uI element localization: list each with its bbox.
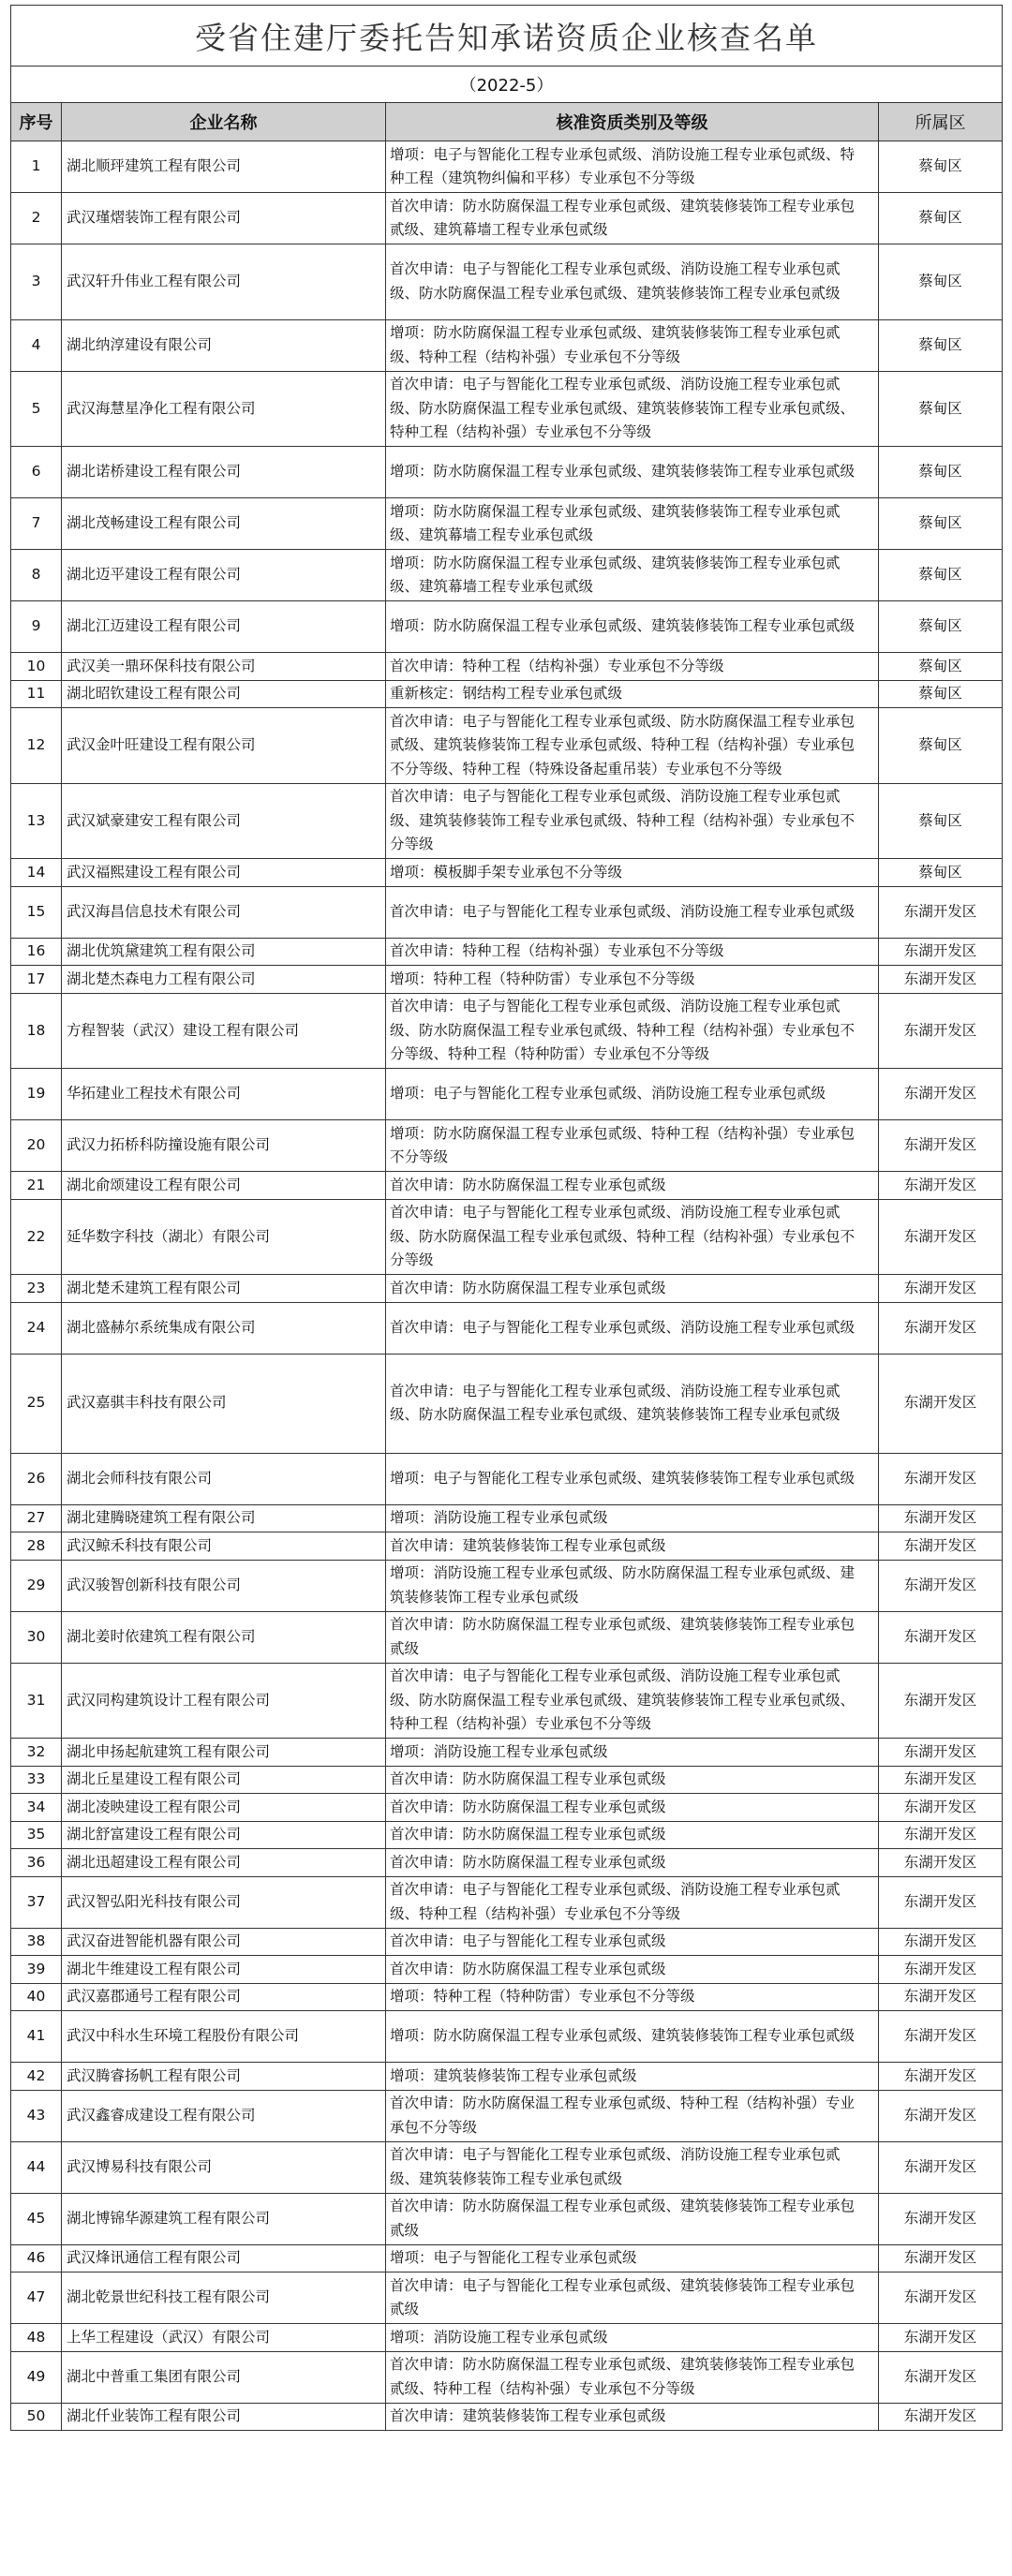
qualification-detail: 首次申请：电子与智能化工程专业承包贰级、消防设施工程专业承包贰级、防水防腐保温工程专业承包贰级、建筑装修装饰工程专业承包贰级、特种工程（结构补强）专业承包不分等级 (386, 1663, 879, 1739)
enterprise-name: 湖北建腾晓建筑工程有限公司 (62, 1504, 386, 1532)
table-row (11, 601, 1003, 653)
enterprise-name: 湖北纳淳建设有限公司 (62, 319, 386, 371)
table-row (11, 447, 1003, 498)
row-number: 25 (11, 1354, 62, 1453)
enterprise-name: 湖北昭钦建设工程有限公司 (62, 680, 386, 708)
table-row (11, 938, 1003, 966)
district-name: 东湖开发区 (879, 2324, 1003, 2352)
enterprise-name: 武汉海昌信息技术有限公司 (62, 886, 386, 938)
enterprise-name: 武汉瑾熠装饰工程有限公司 (62, 193, 386, 244)
qualification-detail: 首次申请：电子与智能化工程专业承包贰级 (386, 1928, 879, 1956)
row-number: 20 (11, 1120, 62, 1172)
qualification-detail: 首次申请：电子与智能化工程专业承包贰级、消防设施工程专业承包贰级、建筑装修装饰工程专业承包贰级、特种工程（结构补强）专业承包不分等级 (386, 783, 879, 859)
table-row (11, 1172, 1003, 1200)
row-number: 45 (11, 2193, 62, 2244)
table-row (11, 1069, 1003, 1120)
district-name: 东湖开发区 (879, 1663, 1003, 1739)
enterprise-name: 湖北楚禾建筑工程有限公司 (62, 1275, 386, 1303)
column-header-row (11, 103, 1003, 141)
row-number: 2 (11, 193, 62, 244)
row-number: 3 (11, 244, 62, 320)
enterprise-name: 湖北会师科技有限公司 (62, 1453, 386, 1504)
enterprise-name: 湖北丘星建设工程有限公司 (62, 1766, 386, 1794)
enterprise-name: 湖北姜时依建筑工程有限公司 (62, 1611, 386, 1663)
qualification-detail: 首次申请：电子与智能化工程专业承包贰级、消防设施工程专业承包贰级、特种工程（结构补强）专业承包不分等级 (386, 1876, 879, 1928)
enterprise-name: 湖北顺玶建筑工程有限公司 (62, 141, 386, 193)
district-name: 东湖开发区 (879, 1532, 1003, 1561)
row-number: 7 (11, 498, 62, 550)
enterprise-name: 湖北仟业装饰工程有限公司 (62, 2403, 386, 2431)
enterprise-name: 湖北舒富建设工程有限公司 (62, 1821, 386, 1849)
qualification-detail: 首次申请：电子与智能化工程专业承包贰级、消防设施工程专业承包贰级、防水防腐保温工程专业承包贰级、建筑装修装饰工程专业承包贰级 (386, 244, 879, 320)
district-name: 东湖开发区 (879, 993, 1003, 1069)
table-body (11, 141, 1003, 2431)
table-row (11, 680, 1003, 708)
district-name: 蔡甸区 (879, 447, 1003, 498)
table-row (11, 2403, 1003, 2431)
row-number: 4 (11, 319, 62, 371)
qualification-detail: 首次申请：电子与智能化工程专业承包贰级、消防设施工程专业承包贰级、防水防腐保温工程专业承包贰级、特种工程（结构补强）专业承包不分等级 (386, 1199, 879, 1275)
qualification-detail: 首次申请：防水防腐保温工程专业承包贰级 (386, 1956, 879, 1984)
enterprise-name: 方程智装（武汉）建设工程有限公司 (62, 993, 386, 1069)
enterprise-name: 武汉腾睿扬帆工程有限公司 (62, 2063, 386, 2091)
enterprise-name: 武汉博易科技有限公司 (62, 2141, 386, 2193)
district-name: 东湖开发区 (879, 2193, 1003, 2244)
row-number: 32 (11, 1739, 62, 1767)
qualification-detail: 增项：模板脚手架专业承包不分等级 (386, 859, 879, 887)
qualification-detail: 首次申请：防水防腐保温工程专业承包贰级、建筑装修装饰工程专业承包贰级 (386, 2193, 879, 2244)
district-name: 东湖开发区 (879, 2141, 1003, 2193)
qualification-detail: 首次申请：电子与智能化工程专业承包贰级、消防设施工程专业承包贰级、防水防腐保温工程专业承包贰级、建筑装修装饰工程专业承包贰级、特种工程（结构补强）专业承包不分等级 (386, 371, 879, 447)
qualification-detail: 增项：特种工程（特种防雷）专业承包不分等级 (386, 1983, 879, 2011)
enterprise-name: 武汉烽讯通信工程有限公司 (62, 2244, 386, 2273)
district-name: 东湖开发区 (879, 1739, 1003, 1767)
enterprise-name: 延华数字科技（湖北）有限公司 (62, 1199, 386, 1275)
row-number: 44 (11, 2141, 62, 2193)
enterprise-name: 湖北江迈建设工程有限公司 (62, 601, 386, 653)
enterprise-name: 湖北申扬起航建筑工程有限公司 (62, 1739, 386, 1767)
district-name: 东湖开发区 (879, 1849, 1003, 1877)
enterprise-name: 武汉骏智创新科技有限公司 (62, 1560, 386, 1611)
row-number: 46 (11, 2244, 62, 2273)
enterprise-name: 华拓建业工程技术有限公司 (62, 1069, 386, 1120)
qualification-detail: 首次申请：建筑装修装饰工程专业承包贰级 (386, 2403, 879, 2431)
qualification-detail: 首次申请：电子与智能化工程专业承包贰级、消防设施工程专业承包贰级、防水防腐保温工程专业承包贰级、特种工程（结构补强）专业承包不分等级、特种工程（特种防雷）专业承包不分等级 (386, 993, 879, 1069)
enterprise-name: 武汉海慧星净化工程有限公司 (62, 371, 386, 447)
table-row (11, 2011, 1003, 2063)
table-row (11, 2351, 1003, 2403)
enterprise-name: 湖北优筑黛建筑工程有限公司 (62, 938, 386, 966)
row-number: 30 (11, 1611, 62, 1663)
table-row (11, 1560, 1003, 1611)
enterprise-name: 湖北迅超建设工程有限公司 (62, 1849, 386, 1877)
qualification-detail: 首次申请：电子与智能化工程专业承包贰级、消防设施工程专业承包贰级、防水防腐保温工程专业承包贰级、建筑装修装饰工程专业承包贰级 (386, 1354, 879, 1453)
district-name: 蔡甸区 (879, 244, 1003, 320)
table-row (11, 1794, 1003, 1822)
row-number: 39 (11, 1956, 62, 1984)
table-row (11, 319, 1003, 371)
enterprise-name: 武汉智弘阳光科技有限公司 (62, 1876, 386, 1928)
table-row (11, 498, 1003, 550)
table-row (11, 141, 1003, 193)
row-number: 18 (11, 993, 62, 1069)
district-name: 东湖开发区 (879, 2351, 1003, 2403)
row-number: 29 (11, 1560, 62, 1611)
district-name: 东湖开发区 (879, 1794, 1003, 1822)
district-name: 东湖开发区 (879, 966, 1003, 994)
qualification-detail: 增项：电子与智能化工程专业承包贰级 (386, 2244, 879, 2273)
table-row (11, 1928, 1003, 1956)
enterprise-name: 武汉鑫睿成建设工程有限公司 (62, 2090, 386, 2141)
district-name: 东湖开发区 (879, 1069, 1003, 1120)
enterprise-name: 湖北盛赫尔系统集成有限公司 (62, 1302, 386, 1354)
row-number: 16 (11, 938, 62, 966)
row-number: 15 (11, 886, 62, 938)
row-number: 11 (11, 680, 62, 708)
enterprise-name: 湖北茂畅建设工程有限公司 (62, 498, 386, 550)
header-detail: 核准资质类别及等级 (386, 103, 879, 141)
table-row (11, 859, 1003, 887)
enterprise-name: 湖北牛维建设工程有限公司 (62, 1956, 386, 1984)
table-row (11, 244, 1003, 320)
enterprise-name: 武汉斌豪建安工程有限公司 (62, 783, 386, 859)
table-row (11, 2090, 1003, 2141)
row-number: 21 (11, 1172, 62, 1200)
enterprise-name: 武汉同构建筑设计工程有限公司 (62, 1663, 386, 1739)
qualification-detail: 增项：消防设施工程专业承包贰级 (386, 1504, 879, 1532)
district-name: 东湖开发区 (879, 1453, 1003, 1504)
enterprise-name: 武汉美一鼎环保科技有限公司 (62, 653, 386, 681)
table-row (11, 1532, 1003, 1561)
qualification-detail: 重新核定：钢结构工程专业承包贰级 (386, 680, 879, 708)
district-name: 蔡甸区 (879, 319, 1003, 371)
table-row (11, 371, 1003, 447)
table-row (11, 2273, 1003, 2324)
row-number: 23 (11, 1275, 62, 1303)
qualification-detail: 首次申请：防水防腐保温工程专业承包贰级、建筑装修装饰工程专业承包贰级 (386, 1611, 879, 1663)
row-number: 50 (11, 2403, 62, 2431)
table-row (11, 1876, 1003, 1928)
table-row (11, 193, 1003, 244)
row-number: 26 (11, 1453, 62, 1504)
qualification-detail: 增项：电子与智能化工程专业承包贰级、建筑装修装饰工程专业承包贰级 (386, 1453, 879, 1504)
enterprise-name: 武汉轩升伟业工程有限公司 (62, 244, 386, 320)
table-row (11, 1302, 1003, 1354)
table-row (11, 1849, 1003, 1877)
enterprise-name: 武汉嘉郡通号工程有限公司 (62, 1983, 386, 2011)
enterprise-name: 武汉奋进智能机器有限公司 (62, 1928, 386, 1956)
qualification-detail: 首次申请：电子与智能化工程专业承包贰级、防水防腐保温工程专业承包贰级、建筑装修装饰工程专业承包贰级、特种工程（结构补强）专业承包不分等级、特种工程（特殊设备起重吊装）专业承包不分等级 (386, 708, 879, 784)
table-row (11, 1956, 1003, 1984)
district-name: 蔡甸区 (879, 141, 1003, 193)
district-name: 东湖开发区 (879, 1302, 1003, 1354)
row-number: 27 (11, 1504, 62, 1532)
enterprise-name: 湖北迈平建设工程有限公司 (62, 550, 386, 601)
table-row (11, 708, 1003, 784)
row-number: 35 (11, 1821, 62, 1849)
district-name: 东湖开发区 (879, 1876, 1003, 1928)
table-subtitle: （2022-5） (11, 67, 1003, 103)
row-number: 9 (11, 601, 62, 653)
enterprise-name: 武汉福熙建设工程有限公司 (62, 859, 386, 887)
qualification-detail: 首次申请：防水防腐保温工程专业承包贰级 (386, 1766, 879, 1794)
district-name: 东湖开发区 (879, 1504, 1003, 1532)
table-row (11, 966, 1003, 994)
row-number: 12 (11, 708, 62, 784)
district-name: 东湖开发区 (879, 1928, 1003, 1956)
enterprise-name: 湖北博锦华源建筑工程有限公司 (62, 2193, 386, 2244)
row-number: 41 (11, 2011, 62, 2063)
table-row (11, 1354, 1003, 1453)
qualification-detail: 首次申请：防水防腐保温工程专业承包贰级 (386, 1821, 879, 1849)
row-number: 5 (11, 371, 62, 447)
qualification-detail: 首次申请：防水防腐保温工程专业承包贰级、建筑装修装饰工程专业承包贰级、建筑幕墙工程专业承包贰级 (386, 193, 879, 244)
qualification-detail: 增项：消防设施工程专业承包贰级、防水防腐保温工程专业承包贰级、建筑装修装饰工程专业承包贰级 (386, 1560, 879, 1611)
district-name: 蔡甸区 (879, 680, 1003, 708)
table-row (11, 2141, 1003, 2193)
table-row (11, 1199, 1003, 1275)
header-name: 企业名称 (62, 103, 386, 141)
qualification-detail: 增项：防水防腐保温工程专业承包贰级、建筑装修装饰工程专业承包贰级 (386, 2011, 879, 2063)
district-name: 蔡甸区 (879, 601, 1003, 653)
qualification-detail: 首次申请：防水防腐保温工程专业承包贰级 (386, 1794, 879, 1822)
row-number: 48 (11, 2324, 62, 2352)
table-row (11, 1453, 1003, 1504)
row-number: 34 (11, 1794, 62, 1822)
header-district: 所属区 (879, 103, 1003, 141)
enterprise-name: 湖北凌映建设工程有限公司 (62, 1794, 386, 1822)
district-name: 东湖开发区 (879, 2273, 1003, 2324)
qualification-detail: 增项：防水防腐保温工程专业承包贰级、建筑装修装饰工程专业承包贰级、建筑幕墙工程专业承包贰级 (386, 550, 879, 601)
enterprise-name: 武汉力拓桥科防撞设施有限公司 (62, 1120, 386, 1172)
district-name: 东湖开发区 (879, 1172, 1003, 1200)
table-row (11, 1739, 1003, 1767)
district-name: 蔡甸区 (879, 371, 1003, 447)
district-name: 蔡甸区 (879, 708, 1003, 784)
district-name: 东湖开发区 (879, 1821, 1003, 1849)
district-name: 东湖开发区 (879, 2090, 1003, 2141)
table-row (11, 1766, 1003, 1794)
qualification-detail: 首次申请：防水防腐保温工程专业承包贰级、特种工程（结构补强）专业承包不分等级 (386, 2090, 879, 2141)
qualification-detail: 增项：建筑装修装饰工程专业承包贰级 (386, 2063, 879, 2091)
row-number: 42 (11, 2063, 62, 2091)
district-name: 东湖开发区 (879, 2011, 1003, 2063)
district-name: 东湖开发区 (879, 886, 1003, 938)
qualification-detail: 首次申请：电子与智能化工程专业承包贰级、建筑装修装饰工程专业承包贰级 (386, 2273, 879, 2324)
table-row (11, 1275, 1003, 1303)
table-row (11, 1611, 1003, 1663)
row-number: 24 (11, 1302, 62, 1354)
row-number: 40 (11, 1983, 62, 2011)
enterprise-check-table (10, 5, 1003, 2431)
enterprise-name: 湖北俞颂建设工程有限公司 (62, 1172, 386, 1200)
enterprise-name: 武汉嘉骐丰科技有限公司 (62, 1354, 386, 1453)
table-row (11, 993, 1003, 1069)
qualification-detail: 增项：特种工程（特种防雷）专业承包不分等级 (386, 966, 879, 994)
row-number: 1 (11, 141, 62, 193)
qualification-detail: 增项：防水防腐保温工程专业承包贰级、建筑装修装饰工程专业承包贰级、特种工程（结构补强）专业承包不分等级 (386, 319, 879, 371)
district-name: 东湖开发区 (879, 2063, 1003, 2091)
enterprise-name: 武汉中科水生环境工程股份有限公司 (62, 2011, 386, 2063)
district-name: 东湖开发区 (879, 1560, 1003, 1611)
enterprise-name: 湖北中普重工集团有限公司 (62, 2351, 386, 2403)
qualification-detail: 首次申请：特种工程（结构补强）专业承包不分等级 (386, 938, 879, 966)
row-number: 6 (11, 447, 62, 498)
table-row (11, 1120, 1003, 1172)
row-number: 36 (11, 1849, 62, 1877)
row-number: 49 (11, 2351, 62, 2403)
table-row (11, 2324, 1003, 2352)
header-no: 序号 (11, 103, 62, 141)
district-name: 东湖开发区 (879, 2244, 1003, 2273)
qualification-detail: 首次申请：建筑装修装饰工程专业承包贰级 (386, 1532, 879, 1561)
district-name: 东湖开发区 (879, 1766, 1003, 1794)
district-name: 东湖开发区 (879, 1956, 1003, 1984)
table-row (11, 2244, 1003, 2273)
qualification-detail: 增项：防水防腐保温工程专业承包贰级、特种工程（结构补强）专业承包不分等级 (386, 1120, 879, 1172)
qualification-detail: 首次申请：防水防腐保温工程专业承包贰级 (386, 1849, 879, 1877)
qualification-detail: 增项：防水防腐保温工程专业承包贰级、建筑装修装饰工程专业承包贰级 (386, 601, 879, 653)
row-number: 43 (11, 2090, 62, 2141)
table-row (11, 886, 1003, 938)
enterprise-name: 湖北诺桥建设工程有限公司 (62, 447, 386, 498)
row-number: 14 (11, 859, 62, 887)
enterprise-name: 武汉鲸禾科技有限公司 (62, 1532, 386, 1561)
row-number: 10 (11, 653, 62, 681)
row-number: 47 (11, 2273, 62, 2324)
qualification-detail: 首次申请：特种工程（结构补强）专业承包不分等级 (386, 653, 879, 681)
table-row (11, 550, 1003, 601)
enterprise-name: 上华工程建设（武汉）有限公司 (62, 2324, 386, 2352)
qualification-detail: 增项：电子与智能化工程专业承包贰级、消防设施工程专业承包贰级、特种工程（建筑物纠偏和平移）专业承包不分等级 (386, 141, 879, 193)
row-number: 8 (11, 550, 62, 601)
enterprise-name: 湖北乾景世纪科技工程有限公司 (62, 2273, 386, 2324)
district-name: 东湖开发区 (879, 938, 1003, 966)
row-number: 38 (11, 1928, 62, 1956)
qualification-detail: 首次申请：电子与智能化工程专业承包贰级、消防设施工程专业承包贰级 (386, 886, 879, 938)
qualification-detail: 首次申请：防水防腐保温工程专业承包贰级 (386, 1172, 879, 1200)
table-row (11, 653, 1003, 681)
row-number: 17 (11, 966, 62, 994)
row-number: 19 (11, 1069, 62, 1120)
qualification-detail: 增项：防水防腐保温工程专业承包贰级、建筑装修装饰工程专业承包贰级 (386, 447, 879, 498)
district-name: 蔡甸区 (879, 783, 1003, 859)
table-row (11, 2063, 1003, 2091)
district-name: 蔡甸区 (879, 498, 1003, 550)
district-name: 东湖开发区 (879, 1354, 1003, 1453)
district-name: 东湖开发区 (879, 2403, 1003, 2431)
district-name: 东湖开发区 (879, 1611, 1003, 1663)
district-name: 蔡甸区 (879, 653, 1003, 681)
table-row (11, 1983, 1003, 2011)
qualification-detail: 增项：消防设施工程专业承包贰级 (386, 2324, 879, 2352)
row-number: 37 (11, 1876, 62, 1928)
district-name: 蔡甸区 (879, 859, 1003, 887)
table-row (11, 1663, 1003, 1739)
qualification-detail: 首次申请：电子与智能化工程专业承包贰级、消防设施工程专业承包贰级、建筑装修装饰工程专业承包贰级 (386, 2141, 879, 2193)
enterprise-name: 湖北楚杰森电力工程有限公司 (62, 966, 386, 994)
enterprise-name: 武汉金叶旺建设工程有限公司 (62, 708, 386, 784)
district-name: 蔡甸区 (879, 193, 1003, 244)
qualification-detail: 增项：电子与智能化工程专业承包贰级、消防设施工程专业承包贰级 (386, 1069, 879, 1120)
table-row (11, 783, 1003, 859)
qualification-detail: 首次申请：防水防腐保温工程专业承包贰级、建筑装修装饰工程专业承包贰级、特种工程（结构补强）专业承包不分等级 (386, 2351, 879, 2403)
table-row (11, 2193, 1003, 2244)
row-number: 28 (11, 1532, 62, 1561)
qualification-detail: 首次申请：防水防腐保温工程专业承包贰级 (386, 1275, 879, 1303)
qualification-detail: 增项：防水防腐保温工程专业承包贰级、建筑装修装饰工程专业承包贰级、建筑幕墙工程专业承包贰级 (386, 498, 879, 550)
row-number: 13 (11, 783, 62, 859)
district-name: 东湖开发区 (879, 1275, 1003, 1303)
table-row (11, 1821, 1003, 1849)
district-name: 东湖开发区 (879, 1983, 1003, 2011)
district-name: 蔡甸区 (879, 550, 1003, 601)
row-number: 22 (11, 1199, 62, 1275)
row-number: 33 (11, 1766, 62, 1794)
qualification-detail: 首次申请：电子与智能化工程专业承包贰级、消防设施工程专业承包贰级 (386, 1302, 879, 1354)
qualification-detail: 增项：消防设施工程专业承包贰级 (386, 1739, 879, 1767)
table-row (11, 1504, 1003, 1532)
district-name: 东湖开发区 (879, 1120, 1003, 1172)
district-name: 东湖开发区 (879, 1199, 1003, 1275)
row-number: 31 (11, 1663, 62, 1739)
table-title: 受省住建厅委托告知承诺资质企业核查名单 (11, 6, 1003, 67)
